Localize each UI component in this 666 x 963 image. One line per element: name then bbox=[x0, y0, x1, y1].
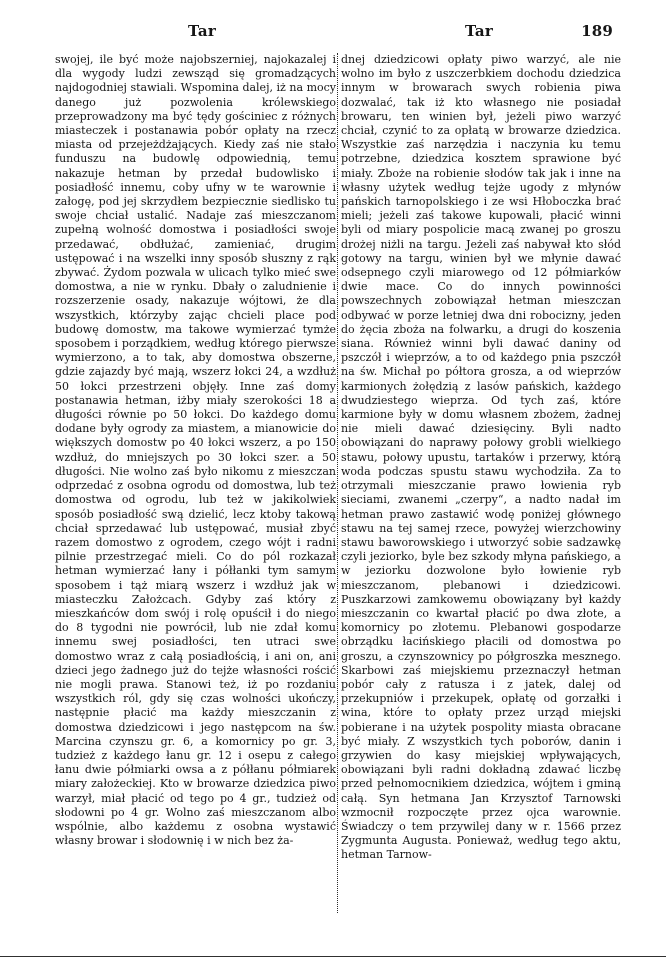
right-running-head: Tar bbox=[465, 22, 493, 40]
left-column-text: swojej, ile być może najobszerniej, najokazalej i dla wygody ludzi zewsząd się gromadzących najdogodniej stawiali. Wspomina dalej, iż na mocy danego już pozwolenia królewskiego przeprowadzony ma być tędy gościniec z różnych miasteczek i postanawia pobór opłaty na rzecz miasta od przejeżdżających. Kiedy zaś nie stało funduszu na budowlę odpowiednią, temu nakazuje hetman by przedał budowlisko i posiadłość innemu, coby ufny w te warownie i załogę, pod jej skrzydłem bezpiecznie siedlisko tu swoje chciał ustalić. Nadaje zaś mieszczanom zupełną wolność domostwa i posiadłości swoje przedawać, obdłużać, zamieniać, drugim ustępować i na wszelki inny sposób słuszny z rąk zbywać. Żydom pozwala w ulicach tylko mieć swe domostwa, a nie w rynku. Dbały o zaludnienie i rozszerzenie osady, nakazuje wójtowi, że dla wszystkich, którzyby zając chcieli place pod budowę domostw, ma takowe wymierzać tymże sposobem i porządkiem, według którego pierwsze wymierzono, a to tak, aby domostwa obszerne, gdzie zajazdy być mają, wszerz łokci 24, a wzdłuż 50 łokci przestrzeni objęły. Inne zaś domy postanawia hetman, iżby miały szerokości 18 a długości równie po 50 łokci. Do każdego domu dodane były ogrody za miastem, a mianowicie do większych domostw po 40 łokci wszerz, a po 150 wzdłuż, do mniejszych po 30 łokci szer. a 50 długości. Nie wolno zaś było nikomu z mieszczan odprzedać z osobna ogrodu od domostwa, lub też domostwa od ogrodu, lub też w jakikolwiek sposób posiadłość swą dzielić, lecz ktoby takową chciał sprzedawać lub ustępować, musiał zbyć razem domostwo z ogrodem, czego wójt i radni pilnie przestrzegać mieli. Co do pól rozkazał hetman wymierzać łany i półłanki tym samym sposobem i tąż miarą wszerz i wzdłuż jak w miasteczku Założcach. Gdyby zaś który z mieszkańców dom swój i rolę opuścił i do niego do 8 tygodni nie powrócił, lub nie zdał komu innemu swej posiadłości, ten utraci swe domostwo wraz z całą posiadłością, i ani on, ani dzieci jego żadnego już do tejże własności rościć nie mogli prawa. Stanowi też, iż po rozdaniu wszystkich ról, gdy się czas wolności ukończy, następnie płacić ma każdy mieszczanin z domostwa dziedzicowi i jego następcom na św. Marcina czynszu gr. 6, a komornicy po gr. 3, tudzież z każdego łanu gr. 12 i osepu z całego łanu dwie półmiarki owsa a z półłanu półmiarek miary założeckiej. Kto w browarze dziedzica piwo warzył, miał płacić od tego po 4 gr., tudzież od słodowni po 4 gr. Wolno zaś mieszczanom albo wspólnie, albo każdemu z osobna wystawić własny browar i słodownię i w nich bez ża- bbox=[55, 53, 336, 848]
page-number: 189 bbox=[581, 22, 613, 40]
bottom-rule bbox=[0, 956, 666, 957]
page-header bbox=[0, 22, 666, 44]
left-running-head: Tar bbox=[188, 22, 216, 40]
column-divider bbox=[337, 53, 338, 913]
right-column-text: dnej dziedzicowi opłaty piwo warzyć, ale nie wolno im było z uszczerbkiem dochodu dziedzica innym w browarach swych robienia piwa dozwalać, tak iż kto własnego nie posiadał browaru, ten winien był, jeżeli piwo warzyć chciał, czynić to za opłatą w browarze dziedzica. Wszystkie zaś narzędzia i naczynia ku temu potrzebne, dziedzica kosztem sprawione być miały. Zboże na robienie słodów tak jak i inne na własny użytek według tejże ugody z młynów pańskich tarnopolskiego i ze wsi Hłoboczka brać mieli; jeżeli zaś takowe kupowali, płacić winni byli od miary pospolicie macą zwanej po groszu drożej niżli na targu. Jeżeli zaś nabywał kto słód gotowy na targu, winien był we młynie dawać odsepnego czyli miarowego od 12 półmiarków dwie mace. Co do innych powinności powszechnych zobowiązał hetman mieszczan odbywać w porze letniej dwa dni robocizny, jeden do żęcia zboża na folwarku, a drugi do koszenia siana. Również winni byli dawać daniny od pszczół i wieprzów, a to od każdego pnia pszczół na św. Michał po półtora grosza, a od wieprzów karmionych żołędzią z lasów pańskich, każdego dwudziestego wieprza. Od tych zaś, które karmione były w domu własnem zbożem, żadnej nie mieli dawać dziesięciny. Byli nadto obowiązani do naprawy połowy grobli wielkiego stawu, połowy upustu, tartaków i przerwy, którą woda podczas spustu stawu wychodziła. Za to otrzymali mieszczanie prawo łowienia ryb sieciami, zwanemi „czerpy“, a nadto nadał im hetman prawo zastawić wodę poniżej głównego stawu na tej samej rzece, powyżej wierzchowiny stawu baworowskiego i utworzyć sobie sadzawkę czyli jeziorko, byle bez szkody młyna pańskiego, a w jeziorku dozwolone było łowienie ryb mieszczanom, plebanowi i dziedzicowi. Puszkarzowi zamkowemu obowiązany był każdy mieszczanin co kwartał płacić po dwa złote, a komornicy po złotemu. Plebanowi gospodarze obrządku łacińskiego płacili od domostwa po groszu, a czynszownicy po półgroszka mesznego. Skarbowi zaś miejskiemu przeznaczył hetman pobór cały z ratusza i z jatek, dalej od przekupniów i przekupek, opłatę od gorzałki i wina, które to opłaty przez urząd miejski pobierane i na użytek pospolity miasta obracane być miały. Z wszystkich tych poborów, danin i grzywien do kasy miejskiej wpływających, obowiązani byli radni dokładną zdawać liczbę przed pełnomocnikiem dziedzica, wójtem i gminą całą. Syn hetmana Jan Krzysztof Tarnowski wzmocnił rozpoczęte przez ojca warownie. Świadczy o tem przywilej dany w r. 1566 przez Zygmunta Augusta. Ponieważ, według tego aktu, hetman Tarnow- bbox=[341, 53, 621, 862]
